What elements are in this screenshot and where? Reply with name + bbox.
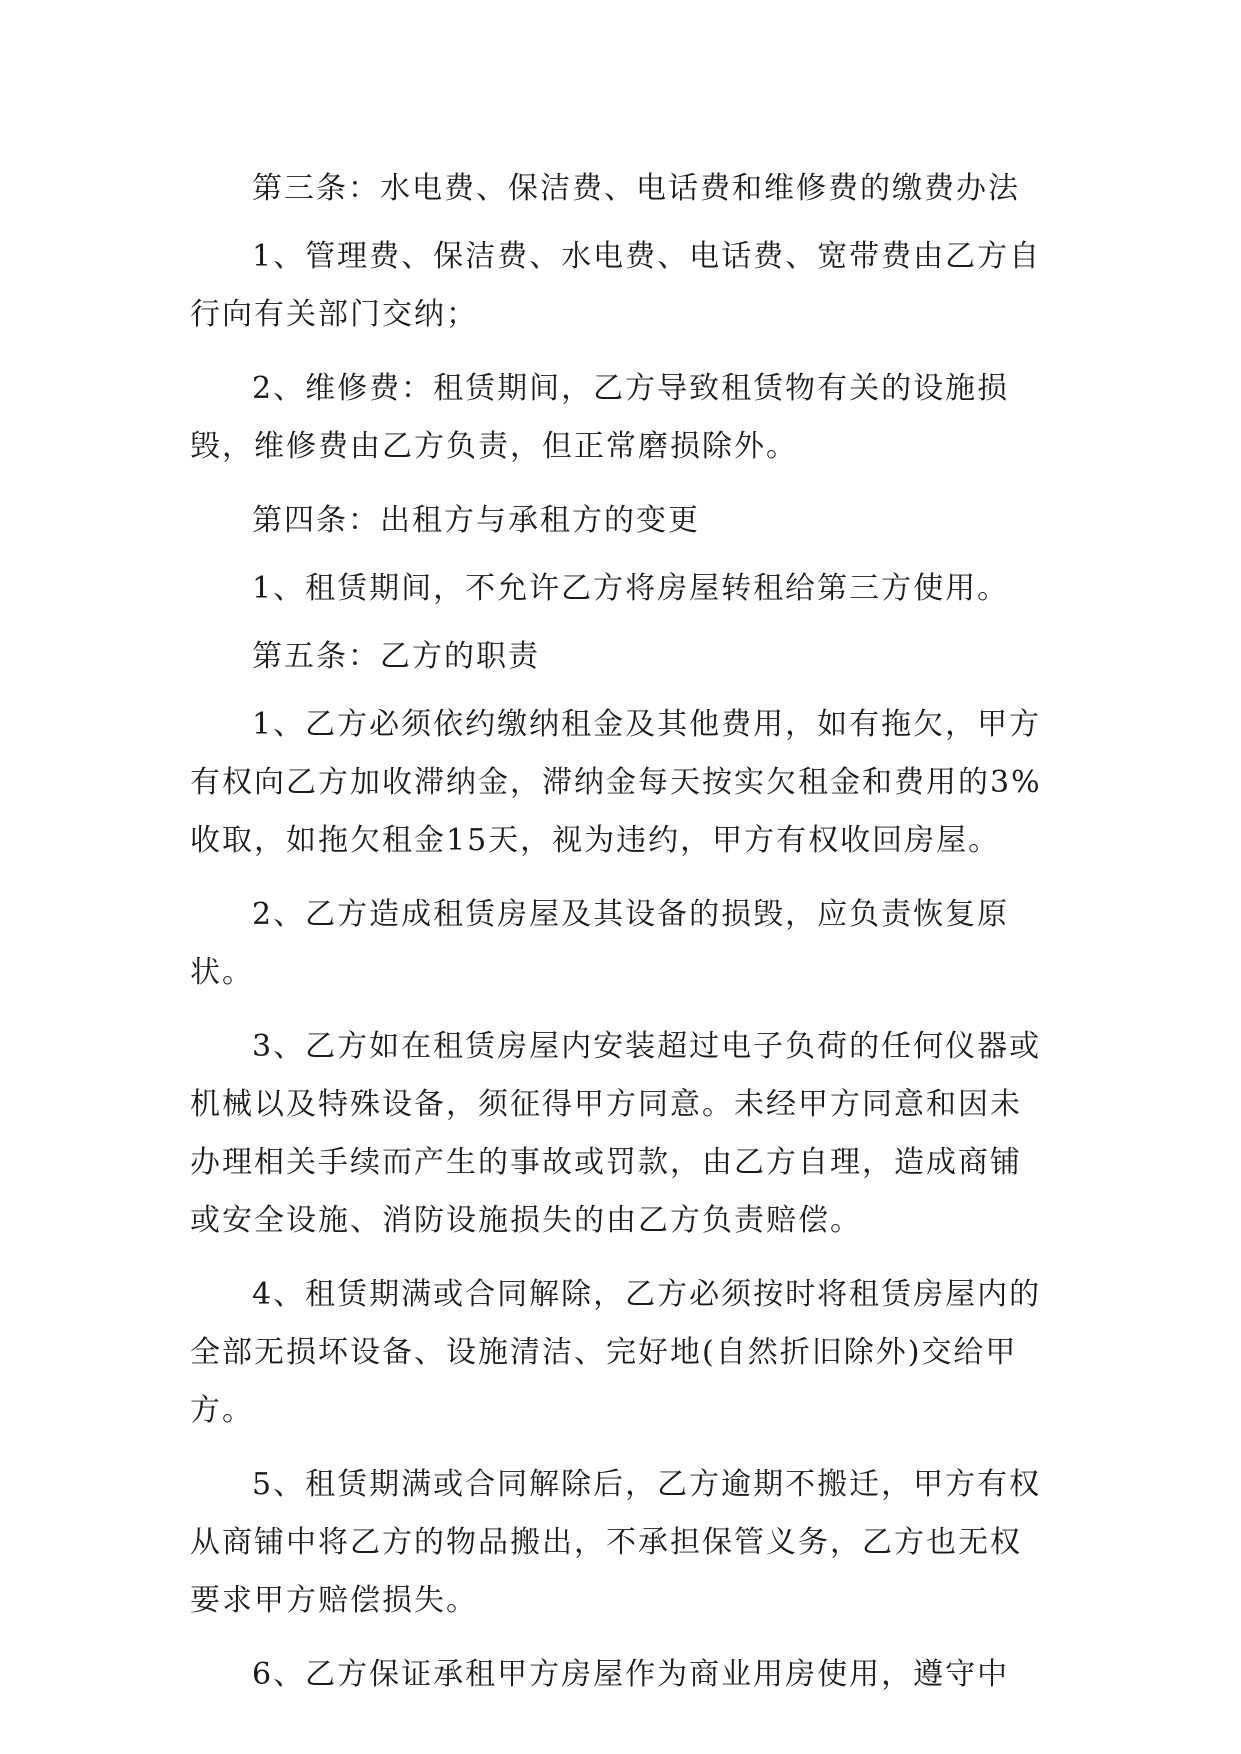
- article-3-heading: 第三条：水电费、保洁费、电话费和维修费的缴费办法: [252, 171, 1020, 206]
- article-3-item-2: 2、维修费：租赁期间，乙方导致租赁物有关的设施损毁，维修费由乙方负责，但正常磨损除外。: [190, 371, 1010, 464]
- article-3-item-1: 1、管理费、保洁费、水电费、电话费、宽带费由乙方自行向有关部门交纳；: [190, 239, 1042, 332]
- document-page: [190, 160, 1052, 1720]
- article-5-heading: 第五条：乙方的职责: [252, 639, 540, 674]
- article-4-heading: 第四条：出租方与承租方的变更: [252, 503, 700, 538]
- article-5-item-1: 1、乙方必须依约缴纳租金及其他费用，如有拖欠，甲方有权向乙方加收滞纳金，滞纳金每天按实欠租金和费用的3%收取，如拖欠租金15天，视为违约，甲方有权收回房屋。: [190, 707, 1042, 858]
- article-5-item-5: 5、租赁期满或合同解除后，乙方逾期不搬迁，甲方有权从商铺中将乙方的物品搬出，不承担保管义务，乙方也无权要求甲方赔偿损失。: [190, 1467, 1042, 1618]
- article-5-item-3: 3、乙方如在租赁房屋内安装超过电子负荷的任何仪器或机械以及特殊设备，须征得甲方同意。未经甲方同意和因未办理相关手续而产生的事故或罚款，由乙方自理，造成商铺或安全设施、消防设施损失的由乙方负责赔偿。: [190, 1029, 1042, 1238]
- article-5-item-2: 2、乙方造成租赁房屋及其设备的损毁，应负责恢复原状。: [190, 897, 1010, 990]
- article-4-item-1: 1、租赁期间，不允许乙方将房屋转租给第三方使用。: [252, 571, 1010, 606]
- article-5-item-4: 4、租赁期满或合同解除，乙方必须按时将租赁房屋内的全部无损坏设备、设施清洁、完好地(自然折旧除外)交给甲方。: [190, 1277, 1042, 1428]
- article-5-item-6: 6、乙方保证承租甲方房屋作为商业用房使用，遵守中: [252, 1657, 1010, 1692]
